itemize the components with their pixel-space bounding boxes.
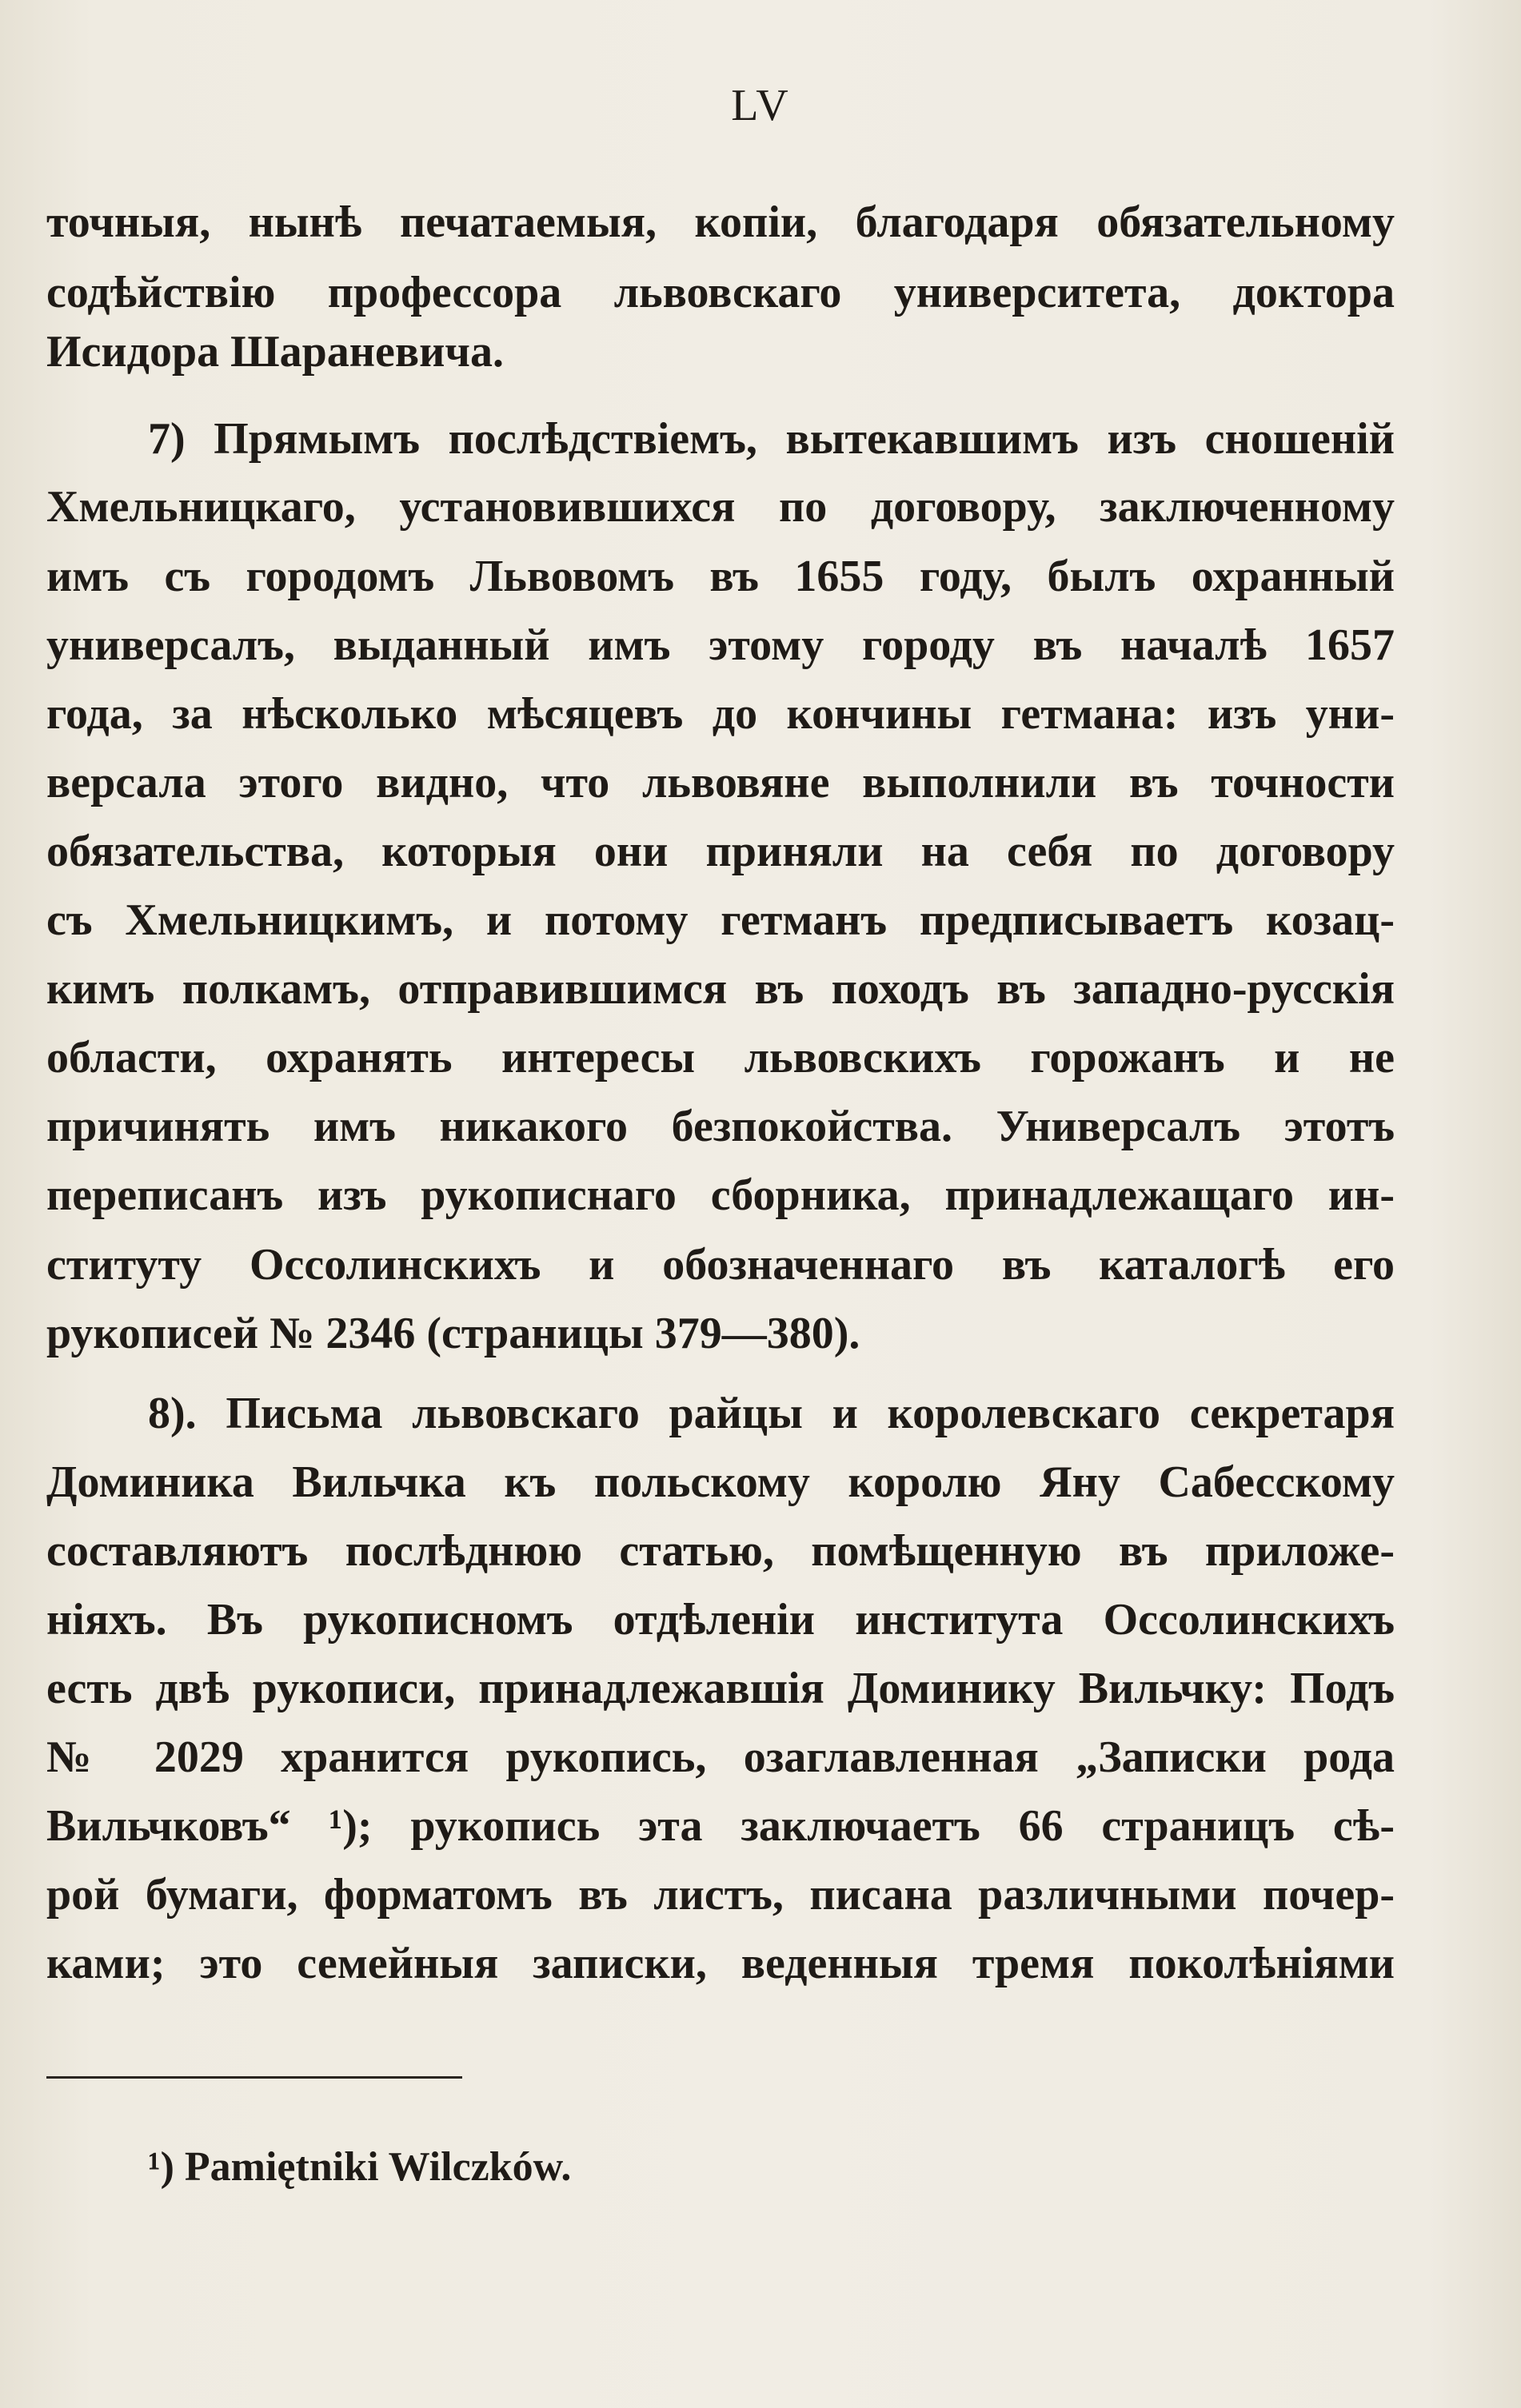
text-line: ками; это семейныя записки, веденныя тремя поколѣніями (46, 1939, 1395, 1988)
text-line: года, за нѣсколько мѣсяцевъ до кончины гетмана: изъ уни- (46, 689, 1395, 739)
text-line: области, охранять интересы львовскихъ горожанъ и не (46, 1033, 1395, 1082)
text-line: составляютъ послѣднюю статью, помѣщенную въ приложе- (46, 1526, 1395, 1576)
text-line: № 2029 хранится рукопись, озаглавленная „Записки рода (46, 1732, 1395, 1782)
text-line: 8). Письма львовскаго райцы и королевскаго секретаря (148, 1389, 1395, 1438)
text-line: содѣйствію профессора львовскаго университета, доктора (46, 268, 1395, 317)
footnote: ¹) Pamiętniki Wilczków. (148, 2144, 572, 2190)
text-line: обязательства, которыя они приняли на себя по договору (46, 827, 1395, 876)
text-line: рукописей № 2346 (страницы 379—380). (46, 1309, 860, 1358)
text-line: универсалъ, выданный имъ этому городу въ началѣ 1657 (46, 620, 1395, 670)
text-line: есть двѣ рукописи, принадлежавшія Доминику Вильчку: Подъ (46, 1664, 1395, 1713)
text-line: кимъ полкамъ, отправившимся въ походъ въ западно-русскія (46, 964, 1395, 1014)
text-line: Вильчковъ“ ¹); рукопись эта заключаетъ 66 страницъ сѣ- (46, 1801, 1395, 1851)
text-line: ституту Оссолинскихъ и обозначеннаго въ каталогѣ его (46, 1240, 1395, 1290)
text-line: имъ съ городомъ Львовомъ въ 1655 году, былъ охранный (46, 552, 1395, 601)
text-line: точныя, нынѣ печатаемыя, копіи, благодаря обязательному (46, 197, 1395, 247)
text-line: версала этого видно, что львовяне выполнили въ точности (46, 758, 1395, 807)
text-line: Хмельницкаго, установившихся по договору, заключенному (46, 482, 1395, 532)
text-line: Доминика Вильчка къ польскому королю Яну Сабесскому (46, 1457, 1395, 1507)
footnote-separator (46, 2076, 462, 2079)
text-line: причинять имъ никакого безпокойства. Универсалъ этотъ (46, 1102, 1395, 1151)
text-line: переписанъ изъ рукописнаго сборника, принадлежащаго ин- (46, 1170, 1395, 1220)
text-line: рой бумаги, форматомъ въ листъ, писана различными почер- (46, 1870, 1395, 1920)
text-line: 7) Прямымъ послѣдствіемъ, вытекавшимъ изъ сношеній (148, 414, 1395, 464)
page-number: LV (731, 81, 790, 130)
text-line: Исидора Шараневича. (46, 327, 505, 377)
text-line: съ Хмельницкимъ, и потому гетманъ предписываетъ козац- (46, 895, 1395, 945)
text-line: ніяхъ. Въ рукописномъ отдѣленіи института Оссолинскихъ (46, 1595, 1395, 1645)
